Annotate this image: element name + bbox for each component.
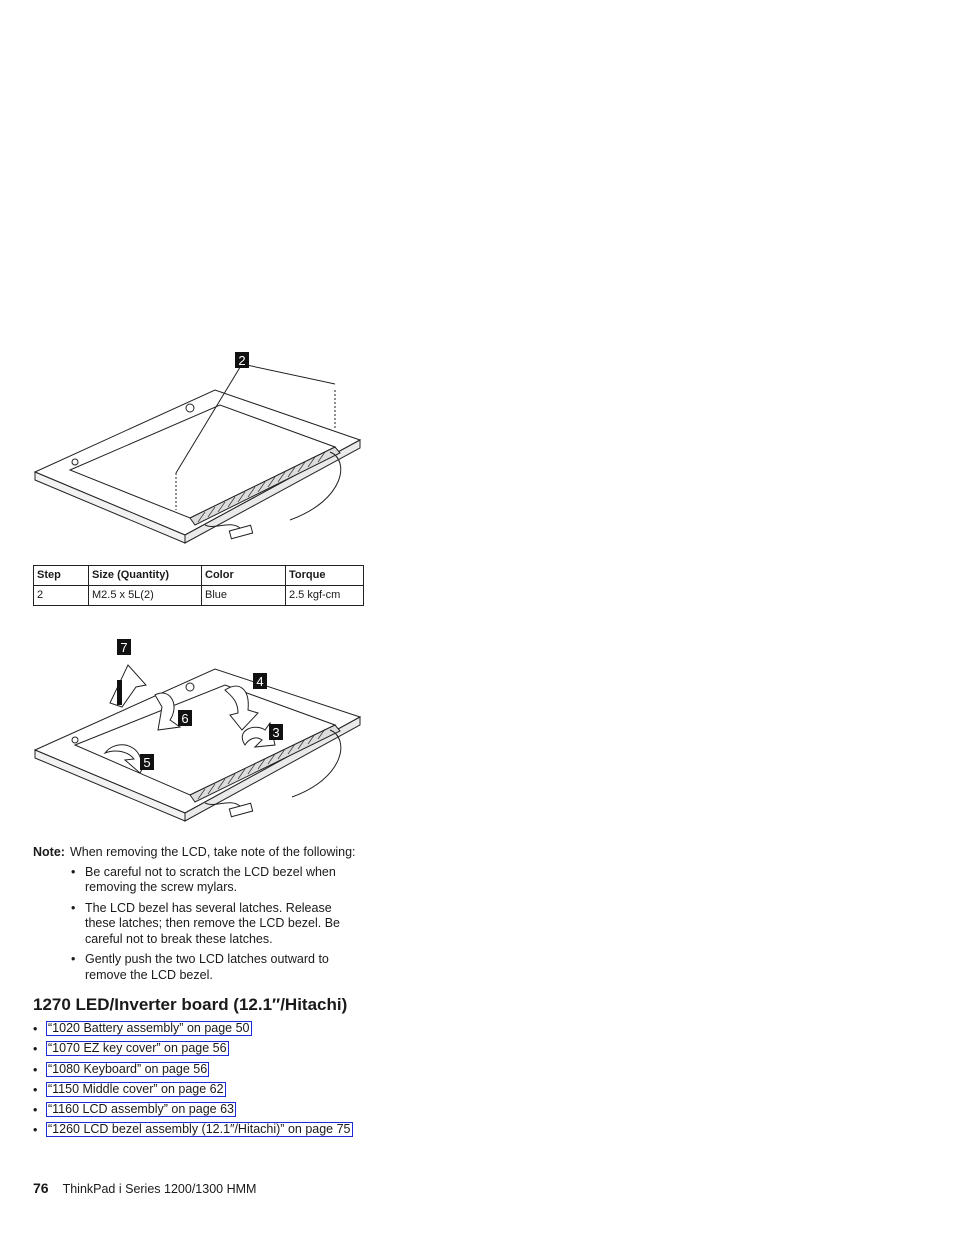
callout-6: 6: [181, 711, 189, 726]
link-keyboard[interactable]: “1080 Keyboard” on page 56: [48, 1061, 208, 1076]
table-header-size: Size (Quantity): [89, 566, 202, 586]
screw-table: [33, 565, 364, 606]
link-middle-cover[interactable]: “1150 Middle cover” on page 62: [48, 1081, 224, 1096]
bullet: •: [33, 1062, 38, 1077]
lift-bar: [117, 680, 122, 705]
bullet: •: [33, 1022, 38, 1036]
note-list: [71, 865, 361, 984]
callout-2: 2: [238, 353, 246, 368]
note-item: [71, 865, 361, 896]
bullet: •: [33, 1103, 38, 1118]
table-row: [34, 586, 364, 606]
list-item: [33, 1021, 353, 1041]
bullet: •: [33, 1042, 38, 1057]
bezel-screw-illustration: [30, 350, 370, 555]
page-number: 76: [33, 1180, 49, 1196]
note-item-text: Gently push the two LCD latches outward to remove the LCD bezel.: [85, 952, 329, 982]
note-item: [71, 901, 361, 948]
table-cell-torque: 2.5 kgf-cm: [286, 586, 364, 606]
note-item-text: The LCD bezel has several latches. Release these latches; then remove the LCD bezel. Be careful not to break these latches.: [85, 900, 341, 946]
list-item: [33, 1122, 353, 1142]
document-title: ThinkPad i Series 1200/1300 HMM: [62, 1182, 257, 1196]
link-lcd-assembly[interactable]: “1160 LCD assembly” on page 63: [48, 1102, 234, 1117]
section-heading: 1270 LED/Inverter board (12.1″/Hitachi): [33, 995, 348, 1014]
list-item: [33, 1102, 353, 1122]
callout-5: 5: [143, 755, 151, 770]
note-label: Note:: [33, 845, 65, 859]
callout-3: 3: [272, 725, 280, 740]
note-block: [33, 845, 373, 988]
link-lcd-bezel-assembly[interactable]: “1260 LCD bezel assembly (12.1″/Hitachi)” on page 75: [48, 1122, 351, 1137]
note-item-text: Be careful not to scratch the LCD bezel when removing the screw mylars.: [85, 864, 336, 894]
list-item: [33, 1062, 353, 1082]
callout-4: 4: [256, 674, 264, 689]
table-header-torque: Torque: [286, 566, 364, 586]
note-intro: [33, 845, 373, 861]
list-item: [33, 1041, 353, 1061]
table-header-step: Step: [34, 566, 89, 586]
table-header-color: Color: [202, 566, 286, 586]
bullet: •: [33, 1123, 38, 1138]
note-item: [71, 952, 361, 983]
prerequisite-link-list: [33, 1021, 353, 1143]
table-cell-color: Blue: [202, 586, 286, 606]
bullet: •: [71, 952, 76, 966]
callout-7: 7: [120, 640, 128, 655]
note-intro-text: When removing the LCD, take note of the following:: [69, 845, 356, 859]
list-item: [33, 1082, 353, 1102]
page-footer: [33, 1180, 256, 1196]
bullet: •: [71, 864, 76, 879]
table-cell-size: M2.5 x 5L(2): [89, 586, 202, 606]
link-ez-key-cover[interactable]: “1070 EZ key cover” on page 56: [48, 1041, 227, 1056]
table-header-row: [34, 566, 364, 586]
bullet: •: [71, 900, 76, 915]
bullet: •: [33, 1082, 38, 1097]
link-battery-assembly[interactable]: “1020 Battery assembly” on page 50: [48, 1021, 250, 1035]
table-cell-step: 2: [34, 586, 89, 606]
bezel-removal-illustration: [30, 635, 370, 830]
